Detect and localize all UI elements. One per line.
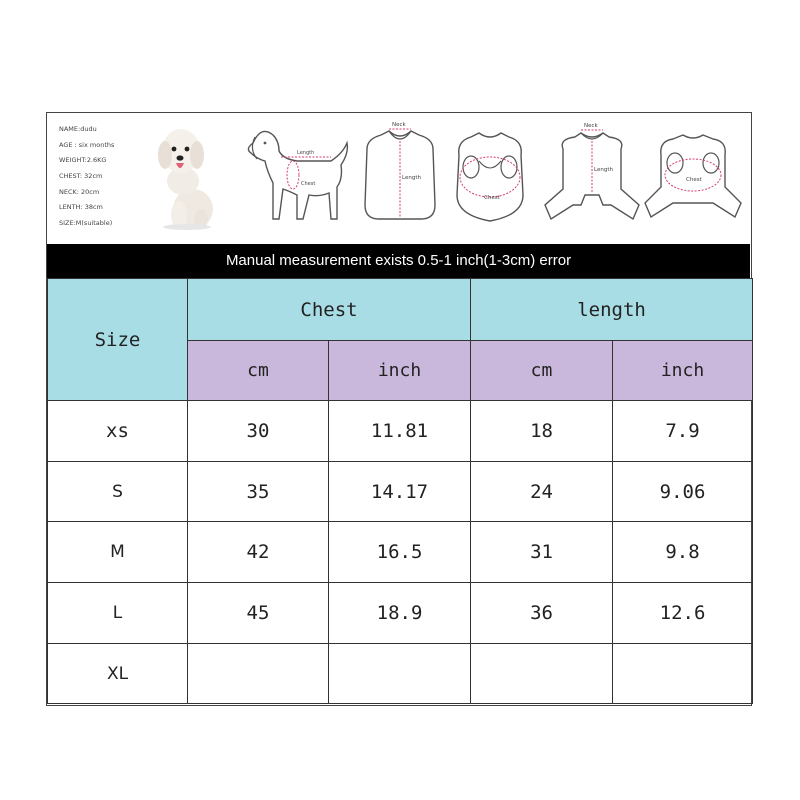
pet-info-panel [47,113,750,245]
pet-info-list [59,122,114,232]
chest-inch-cell: 16.5 [329,522,471,583]
table-group-header-row [48,279,753,341]
length-inch-cell: 12.6 [613,583,753,644]
chest-cm-cell [188,643,329,704]
table-row [48,643,753,704]
length-inch-header: inch [613,341,753,401]
shirt-front-diagram-icon [361,119,439,231]
length-cm-cell: 36 [471,583,613,644]
svg-text:Chest: Chest [484,195,500,201]
dog-measurement-diagram-icon [239,119,359,231]
chest-inch-cell: 14.17 [329,461,471,522]
pet-size: SIZE:M(suitable) [59,219,113,228]
size-chart-sheet [46,112,752,706]
chest-cm-header: cm [188,341,329,401]
svg-text:Length: Length [594,167,613,173]
length-cm-header: cm [471,341,613,401]
chest-cm-cell: 35 [188,461,329,522]
svg-text:Chest: Chest [686,177,702,183]
pet-name: NAME:dudu [59,125,97,133]
chest-inch-header: inch [329,341,471,401]
table-row [48,522,753,583]
length-cm-cell: 24 [471,461,613,522]
jumpsuit-front-diagram-icon [541,119,643,231]
length-cm-cell: 31 [471,522,613,583]
size-cell: S [48,461,188,522]
chest-group-header: Chest [188,279,471,341]
size-cell: L [48,583,188,644]
length-inch-cell: 9.8 [613,522,753,583]
chest-inch-cell: 11.81 [329,401,471,462]
size-cell: xs [48,401,188,462]
pet-age: AGE : six months [59,140,115,149]
length-cm-cell [471,643,613,704]
chest-inch-cell: 18.9 [329,583,471,644]
table-row [48,583,753,644]
table-row [48,401,753,462]
pet-chest: CHEST: 32cm [59,172,103,181]
size-table [47,278,753,704]
pet-neck: NECK: 20cm [59,187,100,196]
length-inch-cell: 7.9 [613,401,753,462]
svg-text:Length: Length [297,150,315,156]
svg-text:Length: Length [402,175,421,181]
size-column-header: Size [48,279,188,401]
shirt-back-diagram-icon [449,119,531,231]
jumpsuit-back-diagram-icon [643,119,743,231]
pet-weight: WEIGHT:2.6KG [59,156,107,165]
svg-text:Neck: Neck [392,122,406,128]
chest-cm-cell: 30 [188,401,329,462]
pet-length: LENTH: 38cm [59,203,103,212]
dog-photo [157,119,219,231]
chest-cm-cell: 45 [188,583,329,644]
svg-text:Chest: Chest [301,181,316,187]
length-inch-cell: 9.06 [613,461,753,522]
length-cm-cell: 18 [471,401,613,462]
table-row [48,461,753,522]
length-group-header: length [471,279,753,341]
size-cell: XL [48,643,188,704]
length-inch-cell [613,643,753,704]
measurement-notice-bar: Manual measurement exists 0.5-1 inch(1-3cm) error [47,244,750,278]
chest-inch-cell [329,643,471,704]
chest-cm-cell: 42 [188,522,329,583]
size-cell: M [48,522,188,583]
svg-text:Neck: Neck [584,123,598,129]
